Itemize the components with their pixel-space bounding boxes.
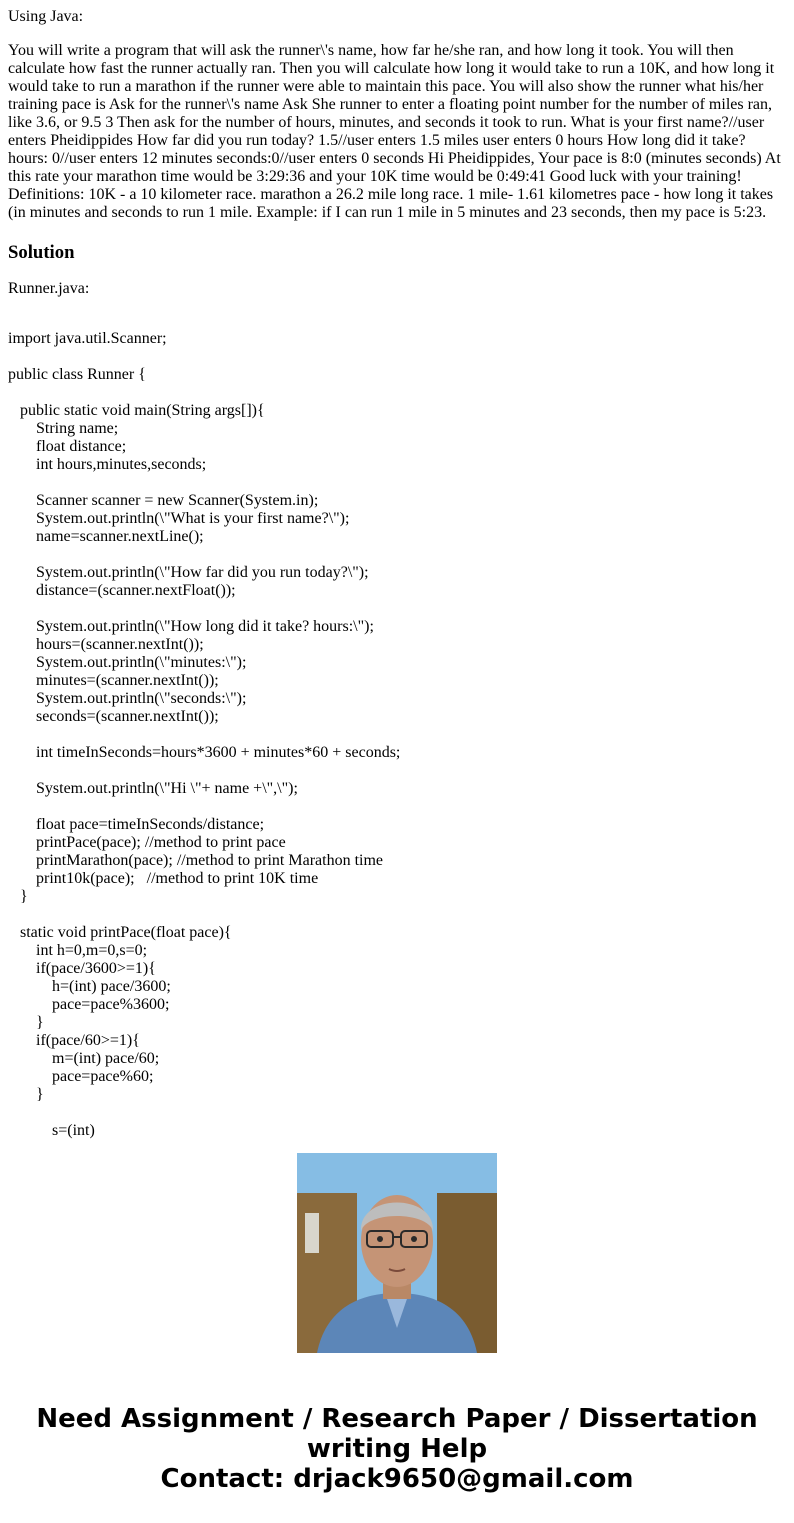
code-block: [8, 314, 786, 1139]
document-content: [8, 8, 786, 1139]
promo-line-1: Need Assignment / Research Paper / Dissertation: [36, 1404, 758, 1434]
promo-banner: [0, 1404, 794, 1494]
question-label: Using Java:: [8, 8, 84, 25]
author-photo: [297, 1153, 497, 1353]
solution-heading: Solution: [8, 242, 75, 263]
question-text: You will write a program that will ask the runner\'s name, how far he/she ran, and how long it took. You will then calculate how fast the runner actually ran. Then you will calculate how long it would take to run a 10K, and how long it would take to run a marathon if the runner were able to maintain this pace. You will also show the runner what his/her training pace is Ask for the runner\'s name Ask She runner to enter a floating point number for the number of miles ran, like 3.6, or 9.5 3 Then ask for the number of hours, minutes, and seconds it took to run. What is your first name?//user enters Pheidippides How far did you run today? 1.5//user enters 1.5 miles user enters 0 hours How long did it take? hours: 0//user enters 12 minutes seconds:0//user enters 0 seconds Hi Pheidippides, Your pace is 8:0 (minutes seconds) At this rate your marathon time would be 3:29:36 and your 10K time would be 0:49:41 Good luck with your training! Definitions: 10K - a 10 kilometer race. marathon a 26.2 mile long race. 1 mile- 1.61 kilometres pace - how long it takes (in minutes and seconds to run 1 mile. Example: if I can run 1 mile in 5 minutes and 23 seconds, then my pace is 5:23.: [8, 42, 781, 221]
person-portrait-icon: [297, 1153, 497, 1353]
file-label: Runner.java:: [8, 280, 90, 297]
promo-contact: Contact: drjack9650@gmail.com: [160, 1464, 634, 1494]
java-code: import java.util.Scanner; public class Runner { public static void main(String args[]){ String name; float distance; int hours,minutes,seconds; Scanner scanner = new Scanner(System.in); System.out.println(\"What is your first name?\"); name=scanner.nextLine(); System.out.println(\"How far did you run today?\"); distance=(scanner.nextFloat()); System.out.println(\"How long did it take? hours:\"); hours=(scanner.nextInt()); System.out.println(\"minutes:\"); minutes=(scanner.nextInt()); System.out.println(\"seconds:\"); seconds=(scanner.nextInt()); int timeInSeconds=hours*3600 + minutes*60 + seconds; System.out.println(\"Hi \"+ name +\",\"); float pace=timeInSeconds/distance; printPace(pace); //method to print pace printMarathon(pace); //method to print Marathon time print10k(pace); //method to print 10K time } static void printPace(float pace){ int h=0,m=0,s=0; if(pace/3600>=1){ h=(int) pace/3600; pace=pace%3600; } if(pace/60>=1){ m=(int) pace/60; pace=pace%60; } s=(int): [8, 330, 401, 1139]
promo-line-2: writing Help: [306, 1434, 488, 1464]
